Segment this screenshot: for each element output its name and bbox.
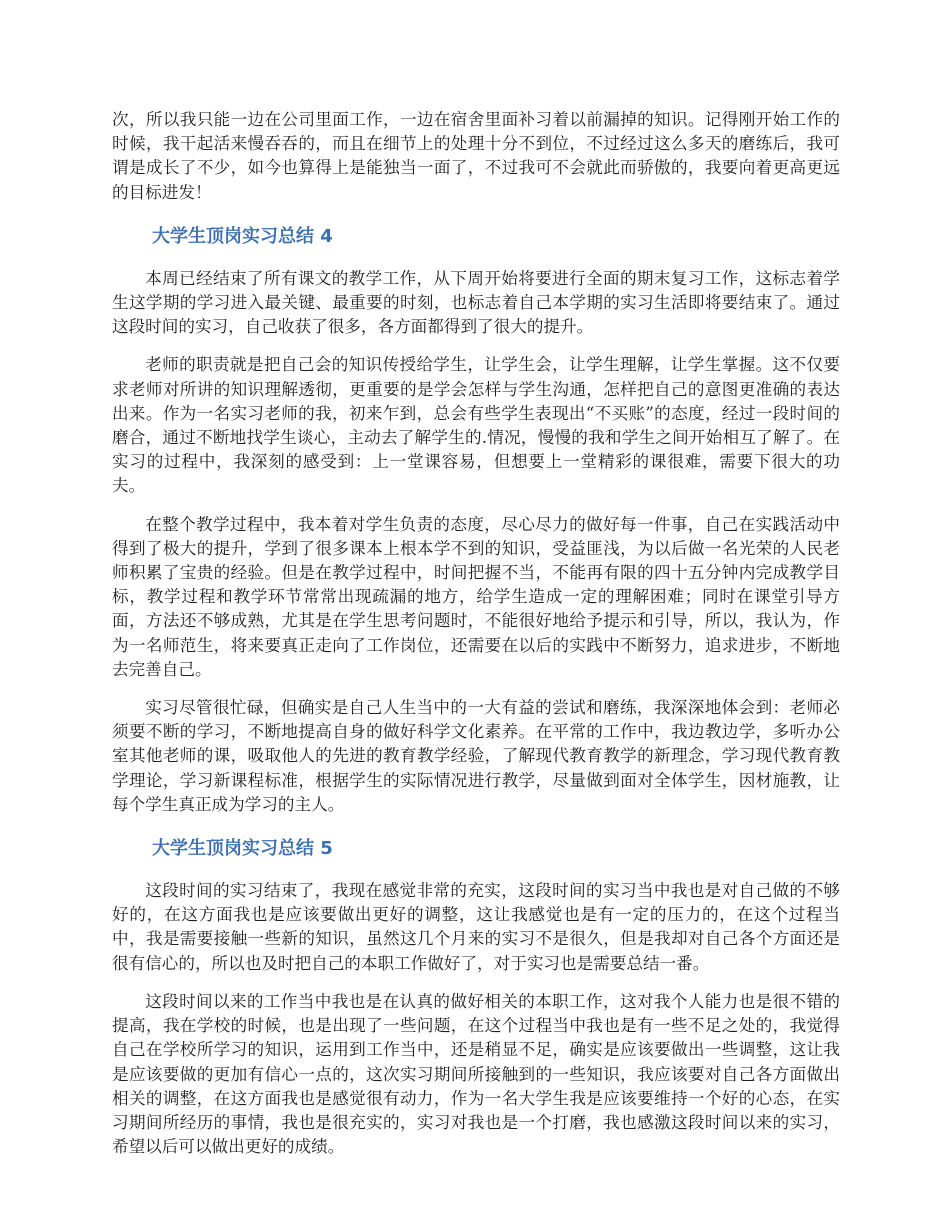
body-paragraph: 在整个教学过程中，我本着对学生负责的态度，尽心尽力的做好每一件事，自己在实践活动中得到了极大的提升，学到了很多课本上根本学不到的知识，受益匪浅，为以后做一名光荣的人民老师积累了宝贵的经验。但是在教学过程中，时间把握不当，不能再有限的四十五分钟内完成教学目标，教学过程和教学环节常常出现疏漏的地方，给学生造成一定的理解困难；同时在课堂引导方面，方法还不够成熟，尤其是在学生思考问题时，不能很好地给予提示和引导，所以，我认为，作为一名师范生，将来要真正走向了工作岗位，还需要在以后的实践中不断努力，追求进步，不断地去完善自己。 xyxy=(112,514,840,679)
body-paragraph: 老师的职责就是把自己会的知识传授给学生，让学生会，让学生理解，让学生掌握。这不仅要求老师对所讲的知识理解透彻，更重要的是学会怎样与学生沟通，怎样把自己的意图更准确的表达出来。作为一名实习老师的我，初来乍到，总会有些学生表现出“不买账”的态度，经过一段时间的磨合，通过不断地找学生谈心，主动去了解学生的.情况，慢慢的我和学生之间开始相互了解了。在实习的过程中，我深刻的感受到：上一堂课容易，但想要上一堂精彩的课很难，需要下很大的功夫。 xyxy=(112,355,840,496)
section-heading: 大学生顶岗实习总结 4 xyxy=(152,225,333,247)
body-paragraph: 次，所以我只能一边在公司里面工作，一边在宿舍里面补习着以前漏掉的知识。记得刚开始工作的时候，我干起活来慢吞吞的，而且在细节上的处理十分不到位，不过经过这么多天的磨练后，我可谓是成长了不少，如今也算得上是能独当一面了，不过我可不会就此而骄傲的，我要向着更高更远的目标进发！ xyxy=(112,110,840,202)
body-paragraph: 本周已经结束了所有课文的教学工作，从下周开始将要进行全面的期末复习工作，这标志着学生这学期的学习进入最关键、最重要的时刻，也标志着自己本学期的实习生活即将要结束了。通过这段时间的实习，自己收获了很多，各方面都得到了很大的提升。 xyxy=(112,268,840,337)
section-heading: 大学生顶岗实习总结 5 xyxy=(152,838,333,860)
body-paragraph: 这段时间以来的工作当中我也是在认真的做好相关的本职工作，这对我个人能力也是很不错的提高，我在学校的时候，也是出现了一些问题，在这个过程当中我也是有一些不足之处的，我觉得自己在学校所学习的知识，运用到工作当中，还是稍显不足，确实是应该要做出一些调整，这让我是应该要做的更加有信心一点的，这次实习期间所接触到的一些知识，我应该要对自己各方面做出相关的调整，在这方面我也是感觉很有动力，作为一名大学生我是应该要维持一个好的心态，在实习期间所经历的事情，我也是很充实的，实习对我也是一个打磨，我也感激这段时间以来的实习，希望以后可以做出更好的成绩。 xyxy=(112,991,840,1157)
body-paragraph: 实习尽管很忙碌，但确实是自己人生当中的一大有益的尝试和磨练，我深深地体会到：老师必须要不断的学习，不断地提高自身的做好科学文化素养。在平常的工作中，我边教边学，多听办公室其他老师的课，吸取他人的先进的教育教学经验，了解现代教育教学的新理念，学习现代教育教学理论，学习新课程标准，根据学生的实际情况进行教学，尽量做到面对全体学生，因材施教，让每个学生真正成为学习的主人。 xyxy=(112,698,840,814)
body-paragraph: 这段时间的实习结束了，我现在感觉非常的充实，这段时间的实习当中我也是对自己做的不够好的，在这方面我也是应该要做出更好的调整，这让我感觉也是有一定的压力的，在这个过程当中，我是需要接触一些新的知识，虽然这几个月来的实习不是很久，但是我却对自己各个方面还是很有信心的，所以也及时把自己的本职工作做好了，对于实习也是需要总结一番。 xyxy=(112,881,840,973)
